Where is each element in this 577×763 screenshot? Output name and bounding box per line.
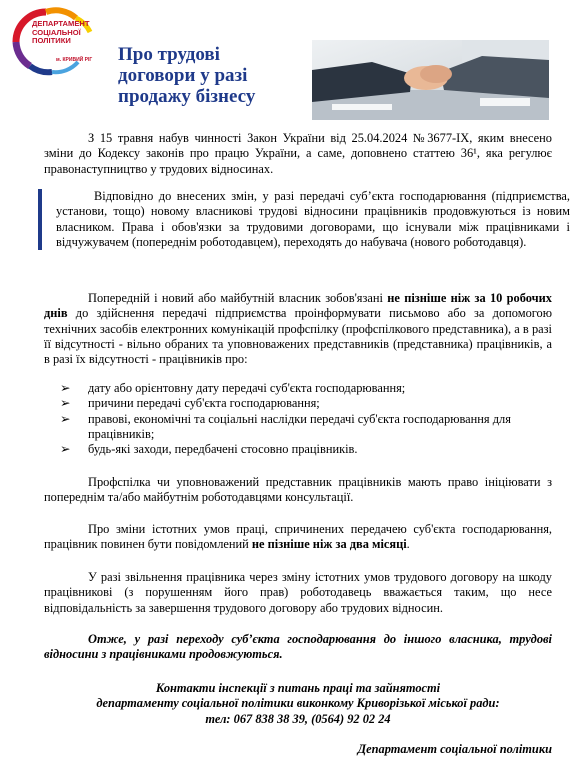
notice-paragraph: Про зміни істотних умов праці, спричинених передачею суб'єкта господарювання, працівник повинен бути повідомлений не пізніше ніж за два місяці. [44, 522, 552, 552]
handshake-icon [312, 40, 549, 120]
arrow-bullet-icon: ➢ [60, 381, 71, 395]
quote-text: Відповідно до внесених змін, у разі передачі суб’єкта господарювання (підприємства, установи, тощо) новому власникові трудові відносини працівників продовжуються із новим власником. Права і обов'язки за трудовими договорами, що існували між працівниками і відчужувачем (попереднім роботодавцем), переходять до набувача (нового роботодавця). [56, 189, 570, 249]
list-item: ➢ дату або орієнтовну дату передачі суб'єкта господарювання; [60, 381, 406, 395]
quote-block [38, 189, 570, 250]
conclusion-paragraph: Отже, у разі переходу суб’єкта господарювання до іншого власника, трудові відносини з працівниками продовжуються. [44, 632, 552, 662]
signature: Департамент соціальної політики [357, 742, 552, 756]
consultation-paragraph: Профспілка чи уповноважений представник працівників мають право ініціювати з попереднім та/або майбутнім роботодавцями консультації. [44, 475, 552, 505]
notification-paragraph: Попередній і новий або майбутній власник зобов'язані не пізніше ніж за 10 робочих днів до здійснення передачі підприємства проінформувати письмово або за допомогою технічних засобів електронних комунікацій профспілку (профспілкового представника), а в разі її відсутності - вільно обраних та уповноважених представників (представника) працівників, а в разі їх відсутності - працівників про: [44, 291, 552, 367]
arrow-bullet-icon: ➢ [60, 411, 71, 426]
list-item: ➢ причини передачі суб'єкта господарювання; [60, 396, 320, 411]
handshake-image [312, 40, 549, 120]
page-title: Про трудові договори у разі продажу бізнесу [118, 44, 256, 107]
intro-paragraph: З 15 травня набув чинності Закон України від 25.04.2024 №3677-IX, яким внесено зміни до Кодексу законів про працю України, а саме, доповнено статтею 36¹, яка регулює правонаступництво у трудових відносинах. [44, 131, 552, 176]
logo-city: м. КРИВИЙ РІГ [56, 57, 93, 63]
information-list [60, 381, 554, 457]
logo-text: ДЕПАРТАМЕНТ СОЦІАЛЬНОЇ ПОЛІТИКИ [32, 19, 90, 46]
arrow-bullet-icon: ➢ [60, 442, 71, 457]
contacts-block: Контакти інспекції з питань праці та зайнятості департаменту соціальної політики виконкому Криворізької міської ради: тел: 067 838 38 39, (0564) 92 02 24 [44, 681, 552, 727]
department-logo [6, 6, 102, 76]
list-item: ➢ будь-які заходи, передбачені стосовно працівників. [60, 442, 358, 457]
dismissal-paragraph: У разі звільнення працівника через зміну істотних умов трудового договору на шкоду працівникові (з порушенням його прав) роботодавець вважається таким, що несе відповідальність за завершення трудового договору або трудових відносин. [44, 570, 552, 615]
arrow-bullet-icon: ➢ [60, 396, 71, 411]
contact-phones: тел: 067 838 38 39, (0564) 92 02 24 [205, 711, 391, 726]
list-item: ➢ правові, економічні та соціальні наслідки передачі суб'єкта господарювання для працівників; [60, 411, 511, 441]
